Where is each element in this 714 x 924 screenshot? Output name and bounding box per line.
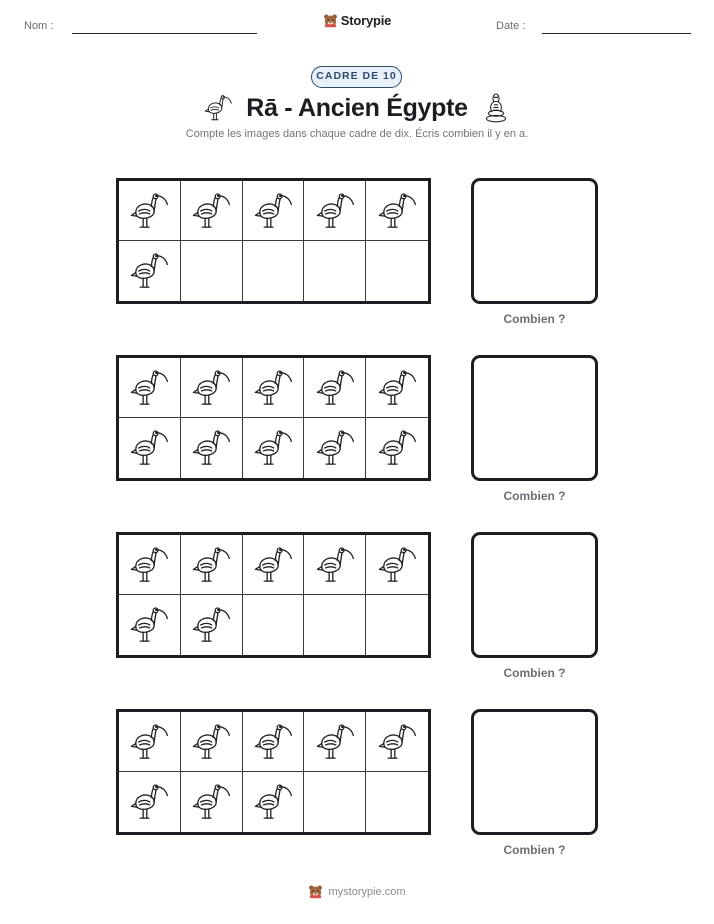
ibis-icon bbox=[375, 187, 419, 235]
brand-logo bbox=[0, 13, 714, 33]
worksheet-header bbox=[0, 0, 714, 50]
ten-frame-cell bbox=[243, 595, 305, 655]
ibis-icon bbox=[189, 424, 233, 472]
ibis-icon bbox=[189, 601, 233, 649]
ten-frame-cell bbox=[119, 181, 181, 241]
ten-frame-cell bbox=[119, 712, 181, 772]
ibis-icon bbox=[202, 92, 234, 124]
ten-frame-cell bbox=[119, 241, 181, 301]
ten-frame-cell bbox=[181, 712, 243, 772]
cobra-icon bbox=[480, 92, 512, 124]
ten-frame bbox=[116, 709, 431, 835]
answer-box[interactable] bbox=[471, 178, 598, 304]
answer-box[interactable] bbox=[471, 355, 598, 481]
ibis-icon bbox=[313, 718, 357, 766]
ten-frame-cell bbox=[243, 418, 305, 478]
answer-label: Combien ? bbox=[503, 312, 566, 326]
ten-frame-cell bbox=[304, 772, 366, 832]
ibis-icon bbox=[313, 187, 357, 235]
ibis-icon bbox=[127, 601, 171, 649]
ibis-icon bbox=[251, 364, 295, 412]
ten-frame-cell bbox=[366, 535, 428, 595]
ten-frame-cell bbox=[181, 535, 243, 595]
ten-frame-cell bbox=[181, 358, 243, 418]
ten-frame-cell bbox=[366, 358, 428, 418]
bear-icon bbox=[323, 13, 338, 28]
ten-frame-cell bbox=[366, 595, 428, 655]
ten-frame-cell bbox=[243, 772, 305, 832]
ten-frame-cell bbox=[366, 241, 428, 301]
ibis-icon bbox=[251, 718, 295, 766]
answer-label: Combien ? bbox=[503, 666, 566, 680]
ten-frame-cell bbox=[181, 241, 243, 301]
date-line bbox=[542, 33, 691, 34]
ten-frame-cell bbox=[243, 712, 305, 772]
ten-frame bbox=[116, 355, 431, 481]
ten-frame-cell bbox=[181, 595, 243, 655]
ten-frame bbox=[116, 178, 431, 304]
ibis-icon bbox=[313, 541, 357, 589]
ibis-icon bbox=[127, 247, 171, 295]
brand-name: Storypie bbox=[340, 13, 392, 28]
ten-frame-cell bbox=[366, 418, 428, 478]
ten-frame-cell bbox=[304, 181, 366, 241]
ten-frame-cell bbox=[181, 181, 243, 241]
ibis-icon bbox=[127, 718, 171, 766]
ten-frame-cell bbox=[243, 241, 305, 301]
ibis-icon bbox=[127, 424, 171, 472]
ibis-icon bbox=[189, 187, 233, 235]
answer-label: Combien ? bbox=[503, 489, 566, 503]
answer-box[interactable] bbox=[471, 532, 598, 658]
ibis-icon bbox=[189, 718, 233, 766]
ibis-icon bbox=[313, 364, 357, 412]
ibis-icon bbox=[189, 364, 233, 412]
ibis-icon bbox=[375, 364, 419, 412]
footer bbox=[0, 884, 714, 899]
ten-frame-cell bbox=[181, 418, 243, 478]
title-row bbox=[0, 90, 714, 126]
ten-frame-cell bbox=[304, 595, 366, 655]
ten-frame-cell bbox=[366, 772, 428, 832]
worksheet-type-badge: CADRE DE 10 bbox=[311, 66, 402, 88]
ibis-icon bbox=[375, 718, 419, 766]
ten-frame-cell bbox=[119, 535, 181, 595]
ten-frame-cell bbox=[243, 181, 305, 241]
ibis-icon bbox=[375, 541, 419, 589]
page-title: Rā - Ancien Égypte bbox=[246, 93, 468, 122]
ibis-icon bbox=[127, 187, 171, 235]
ten-frame-cell bbox=[366, 712, 428, 772]
ten-frame bbox=[116, 532, 431, 658]
ten-frame-cell bbox=[243, 358, 305, 418]
answer-box[interactable] bbox=[471, 709, 598, 835]
ten-frame-cell bbox=[119, 595, 181, 655]
ten-frame-cell bbox=[181, 772, 243, 832]
ibis-icon bbox=[251, 541, 295, 589]
ten-frame-cell bbox=[304, 241, 366, 301]
name-line bbox=[72, 33, 257, 34]
ten-frame-cell bbox=[304, 358, 366, 418]
ibis-icon bbox=[251, 778, 295, 826]
ten-frame-cell bbox=[304, 418, 366, 478]
ibis-icon bbox=[189, 778, 233, 826]
name-label: Nom : bbox=[24, 20, 54, 32]
date-label: Date : bbox=[496, 20, 526, 32]
footer-url: mystorypie.com bbox=[328, 885, 406, 898]
ibis-icon bbox=[251, 424, 295, 472]
ibis-icon bbox=[375, 424, 419, 472]
ibis-icon bbox=[127, 778, 171, 826]
bear-icon bbox=[308, 884, 323, 899]
ten-frame-cell bbox=[119, 772, 181, 832]
ibis-icon bbox=[127, 364, 171, 412]
ten-frame-cell bbox=[119, 358, 181, 418]
ibis-icon bbox=[127, 541, 171, 589]
ibis-icon bbox=[251, 187, 295, 235]
ten-frame-cell bbox=[243, 535, 305, 595]
answer-label: Combien ? bbox=[503, 843, 566, 857]
ibis-icon bbox=[189, 541, 233, 589]
ten-frame-cell bbox=[366, 181, 428, 241]
ibis-icon bbox=[313, 424, 357, 472]
ten-frame-cell bbox=[304, 712, 366, 772]
ten-frame-cell bbox=[304, 535, 366, 595]
ten-frame-cell bbox=[119, 418, 181, 478]
instructions: Compte les images dans chaque cadre de dix. Écris combien il y en a. bbox=[185, 128, 529, 140]
